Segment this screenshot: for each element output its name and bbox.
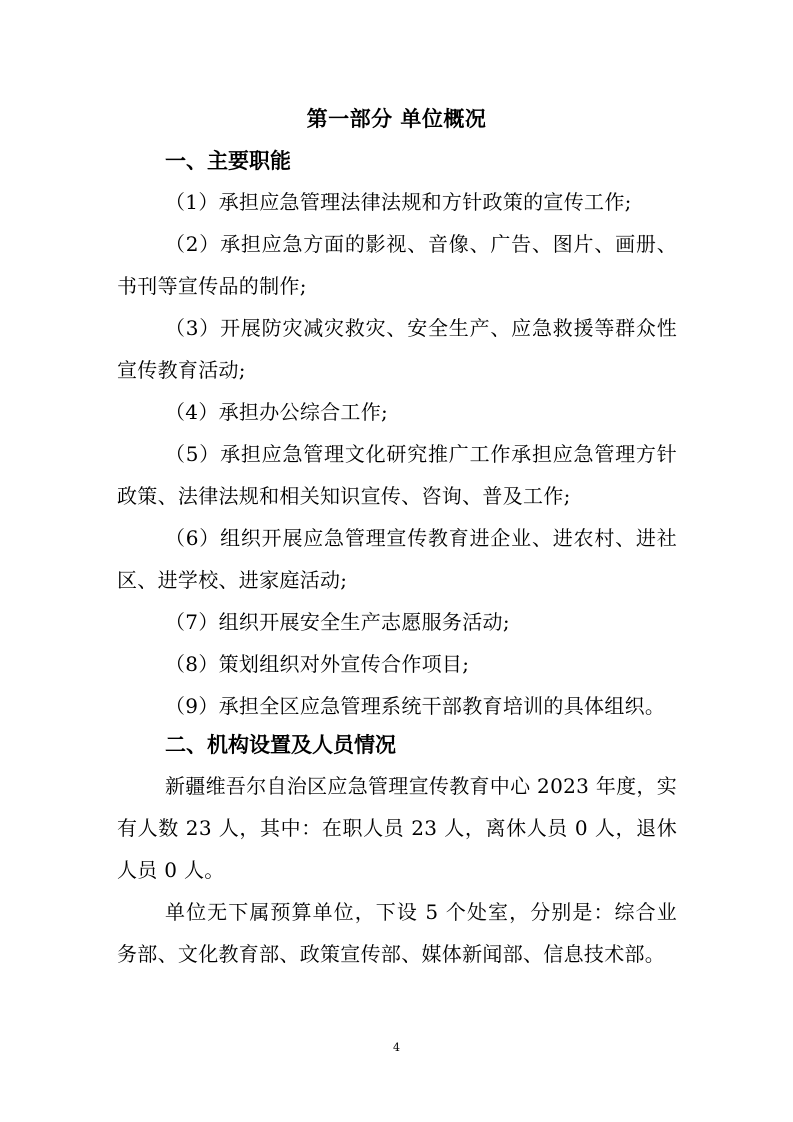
page-number: 4 [393, 1041, 400, 1054]
function-item-5: （5）承担应急管理文化研究推广工作承担应急管理方针政策、法律法规和相关知识宣传、咨询、普及工作; [117, 442, 677, 508]
staffing-paragraph: 新疆维吾尔自治区应急管理宣传教育中心 2023 年度，实有人数 23 人，其中：在职人员 23 人，离休人员 0 人，退休人员 0 人。 [117, 774, 678, 882]
departments-paragraph: 单位无下属预算单位，下设 5 个处室，分别是：综合业务部、文化教育部、政策宣传部、媒体新闻部、信息技术部。 [117, 900, 677, 966]
function-item-6: （6）组织开展应急管理宣传教育进企业、进农村、进社区、进学校、进家庭活动; [117, 526, 677, 592]
function-item-4: （4）承担办公综合工作; [165, 400, 389, 424]
section-heading-main-functions: 一、主要职能 [165, 149, 291, 173]
function-item-1: （1）承担应急管理法律法规和方针政策的宣传工作; [165, 190, 632, 214]
function-item-9: （9）承担全区应急管理系统干部教育培训的具体组织。 [165, 694, 666, 718]
function-item-2: （2）承担应急方面的影视、音像、广告、图片、画册、书刊等宣传品的制作; [117, 232, 677, 298]
page-title: 第一部分 单位概况 [306, 107, 487, 131]
function-item-8: （8）策划组织对外宣传合作项目; [165, 652, 470, 676]
function-item-7: （7）组织开展安全生产志愿服务活动; [165, 610, 510, 634]
function-item-3: （3）开展防灾减灾救灾、安全生产、应急救援等群众性宣传教育活动; [117, 316, 677, 382]
section-heading-organization: 二、机构设置及人员情况 [165, 733, 396, 757]
